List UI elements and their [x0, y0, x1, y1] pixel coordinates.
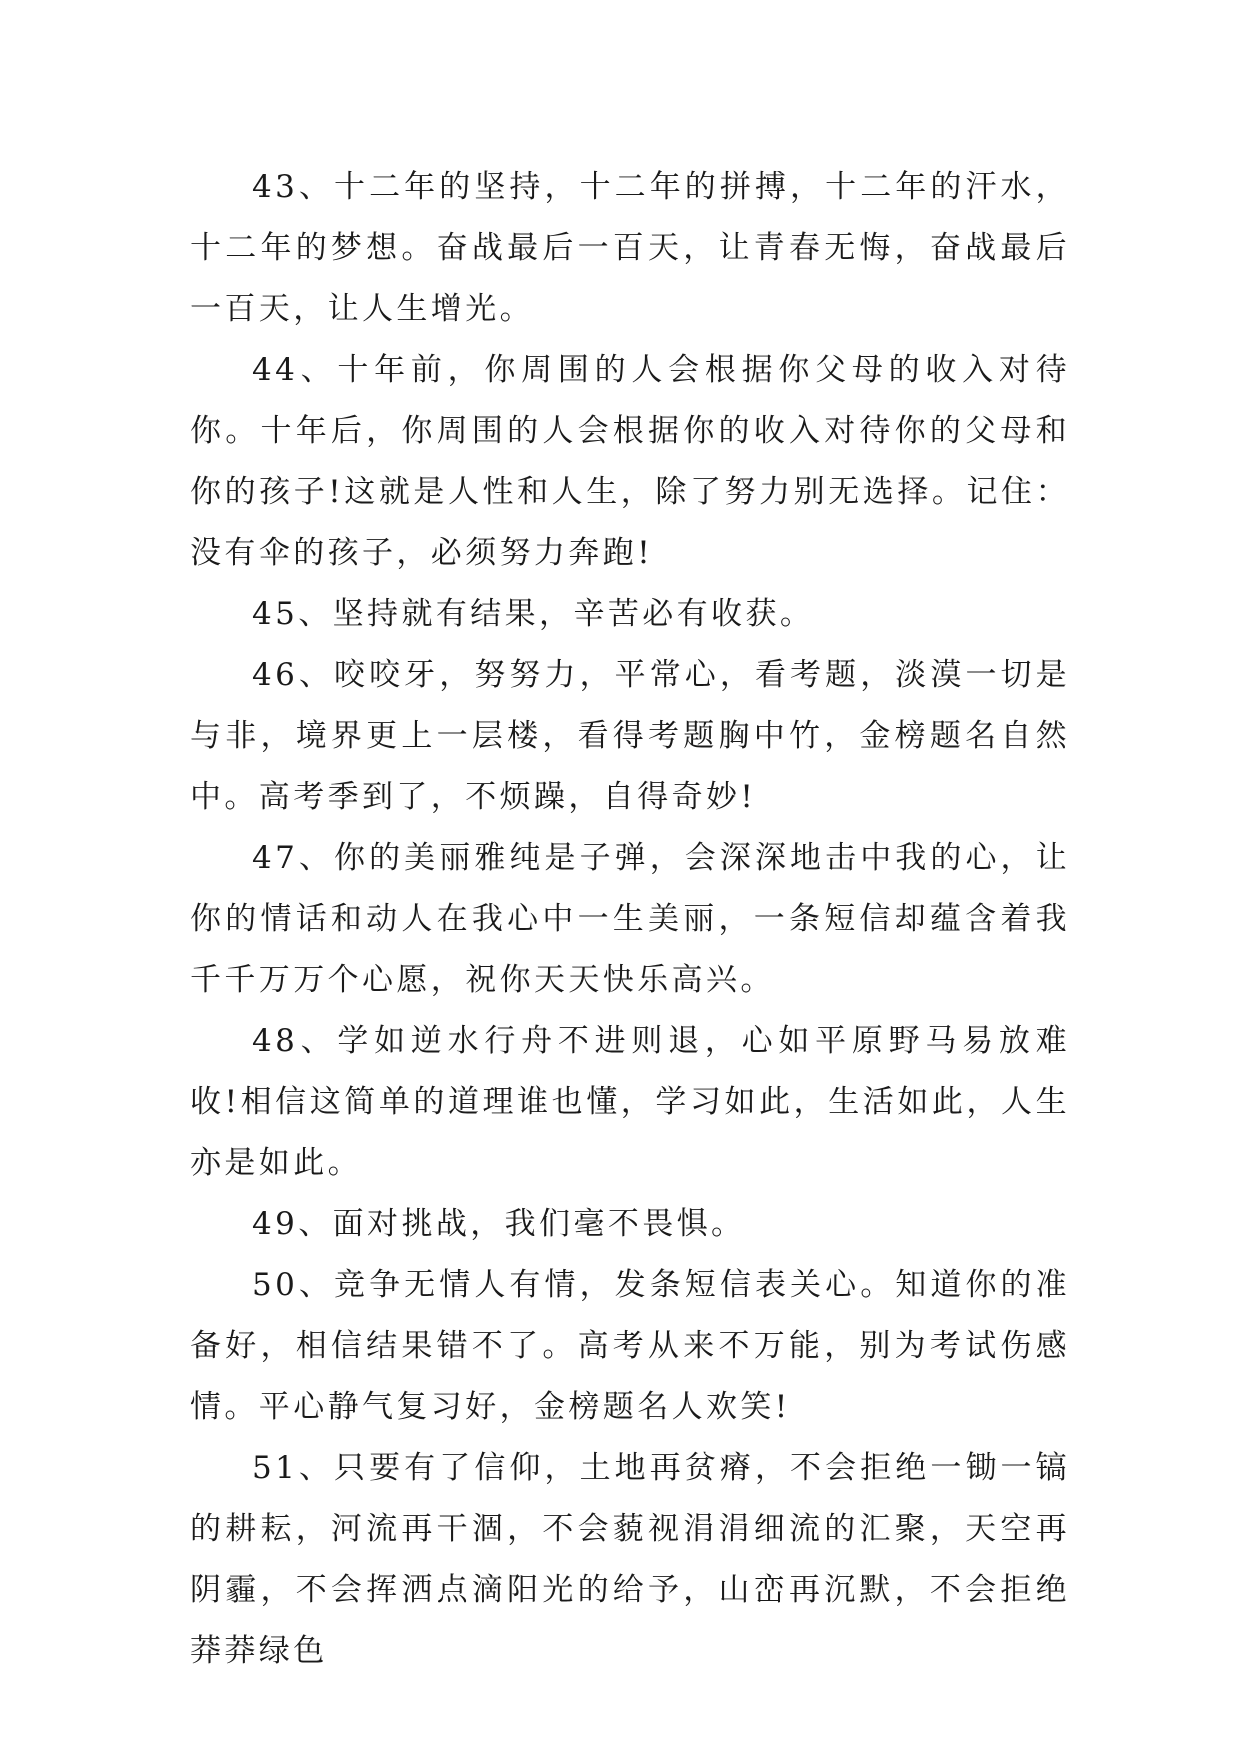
- paragraph-44: 44、十年前，你周围的人会根据你父母的收入对待你。十年后，你周围的人会根据你的收入对待你的父母和你的孩子!这就是人性和人生，除了努力别无选择。记住：没有伞的孩子，必须努力奔跑!: [190, 352, 1070, 571]
- paragraph-48: 48、学如逆水行舟不进则退，心如平原野马易放难收!相信这简单的道理谁也懂，学习如此，生活如此，人生亦是如此。: [190, 1023, 1070, 1181]
- paragraph-43: 43、十二年的坚持，十二年的拼搏，十二年的汗水，十二年的梦想。奋战最后一百天，让青春无悔，奋战最后一百天，让人生增光。: [190, 169, 1070, 327]
- paragraph-47: 47、你的美丽雅纯是子弹，会深深地击中我的心，让你的情话和动人在我心中一生美丽，一条短信却蕴含着我千千万万个心愿，祝你天天快乐高兴。: [190, 840, 1070, 998]
- document-body: [190, 157, 1070, 1682]
- paragraph-49: 49、面对挑战，我们毫不畏惧。: [252, 1206, 746, 1242]
- paragraph-46: 46、咬咬牙，努努力，平常心，看考题，淡漠一切是与非，境界更上一层楼，看得考题胸中竹，金榜题名自然中。高考季到了，不烦躁，自得奇妙!: [190, 657, 1070, 815]
- paragraph-45: 45、坚持就有结果，辛苦必有收获。: [252, 596, 815, 632]
- paragraph-51: 51、只要有了信仰，土地再贫瘠，不会拒绝一锄一镐的耕耘，河流再干涸，不会藐视涓涓细流的汇聚，天空再阴霾，不会挥洒点滴阳光的给予，山峦再沉默，不会拒绝莽莽绿色: [190, 1450, 1070, 1669]
- paragraph-50: 50、竞争无情人有情，发条短信表关心。知道你的准备好，相信结果错不了。高考从来不万能，别为考试伤感情。平心静气复习好，金榜题名人欢笑!: [190, 1267, 1070, 1425]
